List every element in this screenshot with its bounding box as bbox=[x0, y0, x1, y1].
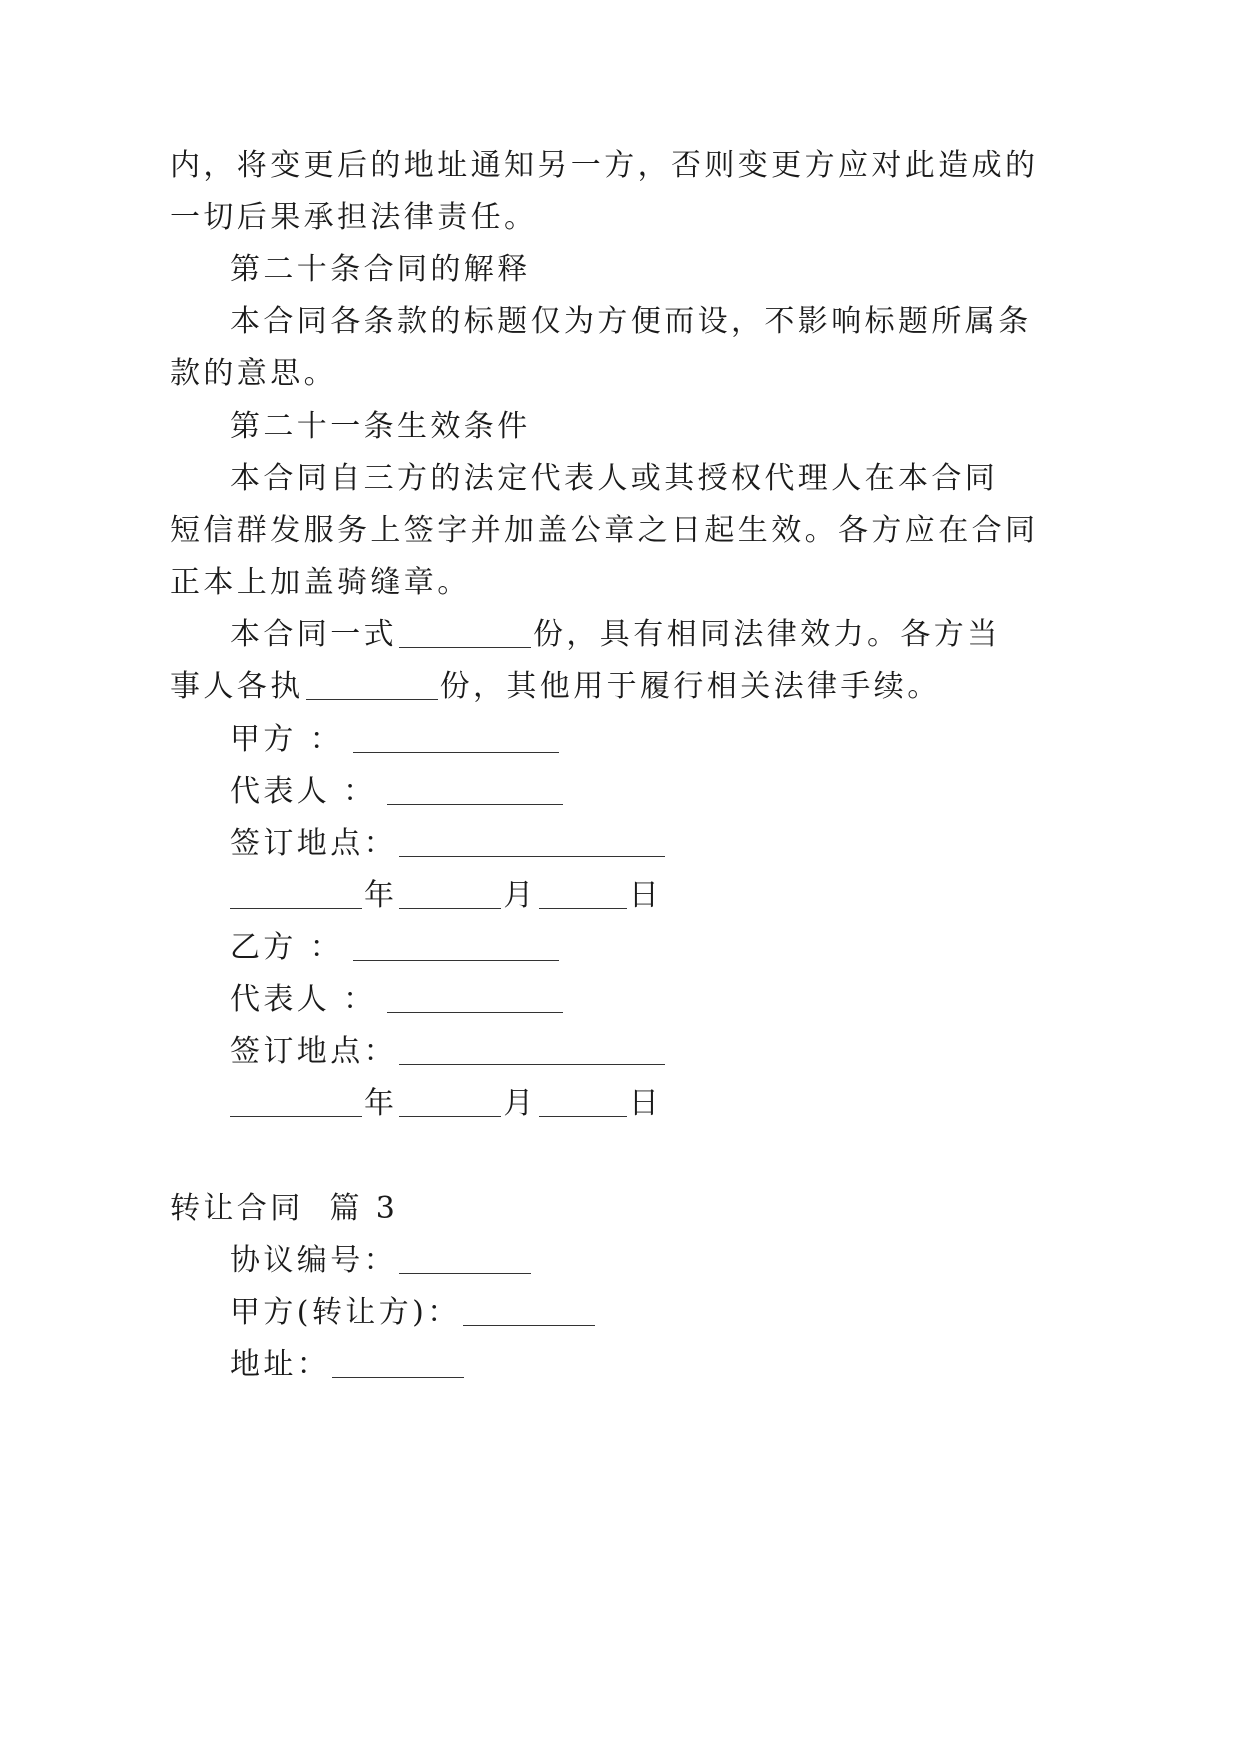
transferor-line bbox=[230, 1293, 597, 1333]
day-label: 日 bbox=[628, 878, 663, 913]
address-label: 地址： bbox=[230, 1347, 331, 1382]
paragraph-line bbox=[170, 667, 941, 707]
section-title: 转让合同 篇 3 bbox=[170, 1191, 399, 1226]
transferor-label: 甲方(转让方)： bbox=[230, 1295, 461, 1330]
article-heading: 第二十一条生效条件 bbox=[230, 409, 531, 444]
paragraph-line: 本合同自三方的法定代表人或其授权代理人在本合同 bbox=[230, 461, 999, 496]
party-a-date-line bbox=[230, 876, 662, 916]
transferor-blank bbox=[463, 1295, 595, 1326]
paragraph-line: 本合同各条款的标题仅为方便而设，不影响标题所属条 bbox=[230, 304, 1032, 339]
party-a-rep-blank bbox=[387, 774, 563, 805]
party-b-place-line bbox=[230, 1032, 667, 1072]
paragraph-line: 一切后果承担法律责任。 bbox=[170, 200, 538, 235]
year-label: 年 bbox=[364, 1086, 398, 1121]
party-b-label: 乙方 ： bbox=[230, 930, 344, 965]
article-heading: 第二十条合同的解释 bbox=[230, 252, 531, 287]
party-b-rep-line bbox=[230, 980, 565, 1020]
party-b-month-blank bbox=[399, 1086, 501, 1117]
paragraph-line: 款的意思。 bbox=[170, 356, 337, 391]
party-b-place-label: 签订地点： bbox=[230, 1034, 397, 1069]
paragraph-line: 正本上加盖骑缝章。 bbox=[170, 565, 471, 600]
paragraph-line bbox=[230, 615, 1001, 655]
party-b-year-blank bbox=[230, 1086, 362, 1117]
each-party-text-2: 份，其他用于履行相关法律手续。 bbox=[439, 669, 941, 704]
agreement-no-label: 协议编号： bbox=[230, 1243, 397, 1278]
party-a-place-line bbox=[230, 824, 667, 864]
day-label: 日 bbox=[628, 1086, 663, 1121]
copies-text: 本合同一式 bbox=[230, 617, 397, 652]
agreement-no-line bbox=[230, 1241, 533, 1281]
copies-text-2: 份，具有相同法律效力。各方当 bbox=[533, 617, 1001, 652]
party-b-rep-label: 代表人 ： bbox=[230, 982, 377, 1017]
address-line bbox=[230, 1345, 466, 1385]
party-a-day-blank bbox=[539, 878, 627, 909]
party-b-place-blank bbox=[399, 1034, 665, 1065]
each-party-blank bbox=[306, 669, 438, 700]
year-label: 年 bbox=[364, 878, 398, 913]
party-b-rep-blank bbox=[387, 982, 563, 1013]
party-a-place-blank bbox=[399, 826, 665, 857]
party-a-rep-label: 代表人 ： bbox=[230, 774, 377, 809]
party-a-label: 甲方 ： bbox=[230, 722, 344, 757]
copies-blank bbox=[399, 617, 531, 648]
party-a-month-blank bbox=[399, 878, 501, 909]
agreement-no-blank bbox=[399, 1243, 531, 1274]
party-b-line bbox=[230, 928, 561, 968]
party-b-day-blank bbox=[539, 1086, 627, 1117]
party-b-date-line bbox=[230, 1084, 662, 1124]
address-blank bbox=[332, 1347, 464, 1378]
party-a-year-blank bbox=[230, 878, 362, 909]
month-label: 月 bbox=[503, 878, 537, 913]
paragraph-line: 短信群发服务上签字并加盖公章之日起生效。各方应在合同 bbox=[170, 513, 1039, 548]
party-a-place-label: 签订地点： bbox=[230, 826, 397, 861]
party-a-line bbox=[230, 720, 561, 760]
party-b-blank bbox=[353, 930, 559, 961]
each-party-text: 事人各执 bbox=[170, 669, 304, 704]
paragraph-line: 内，将变更后的地址通知另一方，否则变更方应对此造成的 bbox=[170, 148, 1039, 183]
party-a-rep-line bbox=[230, 772, 565, 812]
party-a-blank bbox=[353, 722, 559, 753]
month-label: 月 bbox=[503, 1086, 537, 1121]
